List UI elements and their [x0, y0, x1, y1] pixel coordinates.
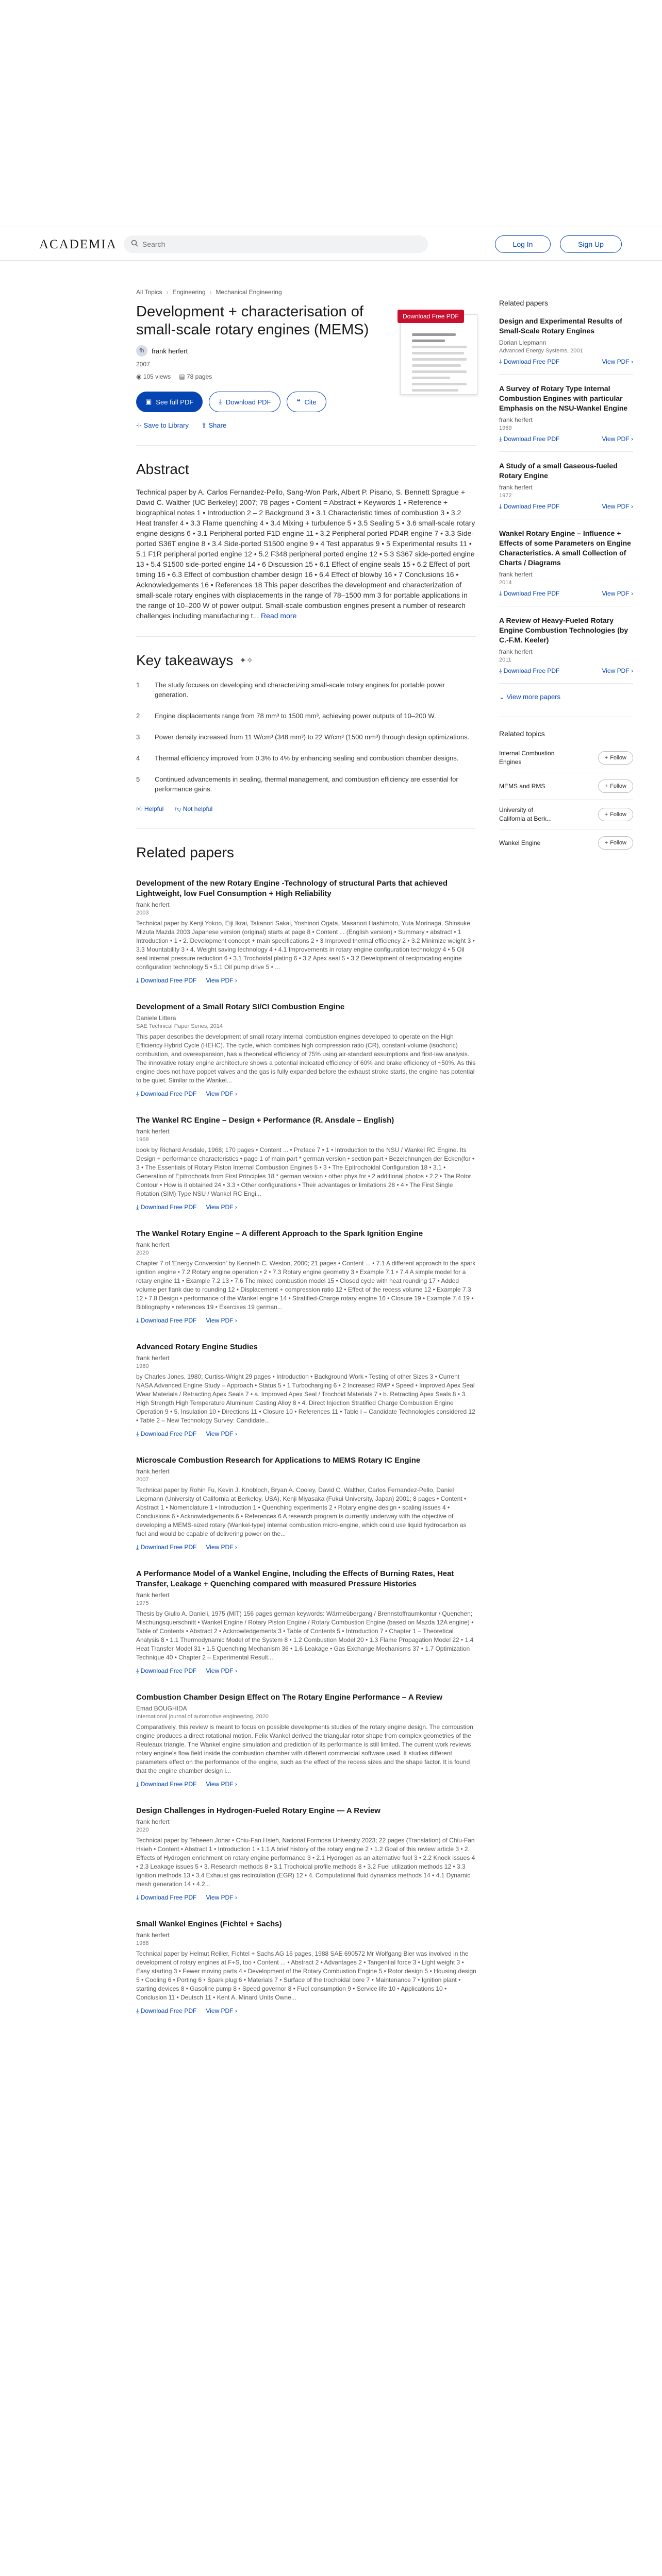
takeaway-number: 4: [136, 754, 140, 762]
related-paper-snippet: Technical paper by Kenji Yokoo, Eiji Ikrai, Takanori Sakai, Yoshinori Ogata, Masanori Hashimoto, Yuta Morinaga, Shinsuke Mizuta Mazda 2003 Japanese version (original) starts at page 8 • Content ... (English version) • Summary • abstract • 1 Introduction • 1 • 2. Development concept + main specifications 2 • 3 Improved thermal efficiency 2 • 3.2 Minimize weight 3 • 3.3 Mountability 3 • 4. Weight saving technology 4 • 4.1 Improvements in rotary engine configuration technology 4 • 5 Oil seal internal pressure reduction 6 • 3.1 Trochoidal plating 6 • 3.2 Apex seal 5 • 3.2 Development of reciprocating engine configuration technology 5 • 5.1 Oil pump drive 5 • ...: [136, 920, 475, 971]
sidebar-paper-year: 1969: [499, 425, 512, 431]
view-label: View PDF: [206, 1894, 234, 1901]
related-papers-heading: Related papers: [136, 844, 234, 860]
download-label: Download Free PDF: [140, 2007, 197, 2014]
takeaway-text: Thermal efficiency improved from 0.3% to 4% by enhancing sealing and combustion chamber designs.: [155, 754, 459, 762]
follow-button[interactable]: [598, 779, 633, 793]
download-pdf-button[interactable]: [209, 392, 280, 412]
download-label: Download Free PDF: [503, 435, 560, 443]
login-button[interactable]: Log In: [495, 235, 551, 253]
pdf-icon: ▣: [145, 398, 152, 405]
view-label: View PDF: [602, 590, 630, 597]
related-paper-links: [136, 1090, 476, 1098]
divider: [136, 828, 476, 829]
view-label: View PDF: [206, 1204, 234, 1211]
takeaway-number: 1: [136, 681, 140, 689]
sidebar: [499, 299, 633, 856]
related-topic-item: [499, 800, 633, 830]
view-pdf-link[interactable]: [602, 667, 633, 675]
takeaway-item: [136, 774, 476, 794]
thumbs-down-icon: 👎︎: [175, 805, 181, 812]
related-paper-title[interactable]: Development of the new Rotary Engine -Technology of structural Parts that achieved Lightweight, low Fuel Consumption + High Reliability: [136, 879, 448, 898]
download-icon: ⤓: [136, 1317, 139, 1324]
download-label: Download Free PDF: [140, 1781, 197, 1788]
view-label: View PDF: [206, 1781, 234, 1788]
related-paper-title[interactable]: Microscale Combustion Research for Applications to MEMS Rotary IC Engine: [136, 1456, 421, 1465]
breadcrumb-separator: ›: [209, 289, 212, 296]
follow-button[interactable]: [598, 836, 633, 850]
download-icon: ⤓: [136, 2007, 139, 2014]
thumbnail-preview: [412, 333, 467, 395]
download-icon: ⤓: [499, 590, 502, 597]
related-paper-links: [136, 977, 476, 985]
see-full-pdf-label: See full PDF: [156, 398, 194, 406]
share-link[interactable]: [201, 421, 226, 430]
view-label: View PDF: [206, 1544, 234, 1551]
download-pdf-label: Download PDF: [226, 398, 271, 406]
sidebar-paper-author[interactable]: Dorian Liepmann: [499, 339, 547, 346]
download-icon: ⤓: [499, 667, 502, 674]
view-label: View PDF: [206, 977, 234, 984]
related-paper-author[interactable]: frank herfert: [136, 1468, 170, 1475]
view-label: View PDF: [206, 1090, 234, 1097]
download-icon: ⤓: [136, 1430, 139, 1437]
sidebar-paper-item: [499, 316, 633, 375]
related-paper-item: [136, 1919, 476, 2015]
chevron-right-icon: ›: [631, 358, 633, 365]
paper-year: 2007: [136, 361, 150, 368]
related-paper-author[interactable]: frank herfert: [136, 1931, 170, 1939]
related-paper-item: [136, 1569, 476, 1675]
view-pdf-link[interactable]: [206, 1204, 237, 1211]
topic-name[interactable]: Wankel Engine: [499, 839, 541, 846]
search-icon: [131, 240, 138, 249]
sidebar-paper-year: 2014: [499, 580, 512, 586]
takeaway-text: Engine displacements range from 78 mm³ to 1500 mm³, achieving power outputs of 10–200 W.: [155, 712, 436, 720]
related-paper-item: [136, 1806, 476, 1902]
related-paper-links: [136, 1204, 476, 1211]
related-paper-year: 1988: [136, 1940, 149, 1946]
eye-icon: ◉: [136, 373, 142, 380]
save-label: Save to Library: [143, 421, 189, 429]
follow-label: Follow: [610, 783, 626, 789]
takeaway-number: 2: [136, 712, 140, 720]
divider: [136, 445, 476, 446]
read-more-link[interactable]: Read more: [261, 612, 297, 620]
takeaway-number: 5: [136, 775, 140, 783]
avatar: fh: [136, 345, 147, 357]
related-paper-author[interactable]: frank herfert: [136, 1591, 170, 1599]
view-more-papers-link[interactable]: ⌄ View more papers: [499, 693, 561, 701]
topic-name[interactable]: Internal Combustion Engines: [499, 750, 555, 766]
view-label: View PDF: [602, 435, 630, 443]
related-topic-item: [499, 773, 633, 800]
chevron-right-icon: ›: [235, 1781, 237, 1788]
chevron-right-icon: ›: [235, 1667, 237, 1674]
sidebar-paper-item: [499, 529, 633, 606]
sidebar-paper-author[interactable]: frank herfert: [499, 648, 533, 655]
related-paper-author[interactable]: frank herfert: [136, 1818, 170, 1825]
sidebar-paper-year: 1972: [499, 493, 512, 499]
download-icon: ⤓: [499, 358, 502, 365]
follow-button[interactable]: [598, 751, 633, 765]
sidebar-paper-author[interactable]: frank herfert: [499, 416, 533, 423]
download-free-pdf-link[interactable]: [499, 358, 559, 366]
related-paper-year: 1975: [136, 1600, 149, 1606]
download-free-pdf-link[interactable]: [136, 2007, 196, 2015]
related-topics-heading: Related topics: [499, 730, 545, 738]
download-free-pdf-link[interactable]: [136, 1090, 196, 1098]
helpful-label: Helpful: [144, 805, 164, 812]
download-icon: ⤓: [136, 1090, 139, 1097]
share-icon: ⇪: [201, 421, 207, 429]
download-label: Download Free PDF: [503, 590, 560, 597]
breadcrumb-engineering[interactable]: Engineering: [172, 289, 206, 296]
view-pdf-link[interactable]: [206, 1544, 237, 1551]
download-icon: ⤓: [136, 1781, 139, 1788]
related-paper-snippet: book by Richard Ansdale, 1968; 170 pages • Content ... • Preface 7 • 1 • Introduction to the NSU / Wankel RC Engine. Its Design + performance characteristics • page 1 of main part * german version • section part • Bezeichnungen der Ecken(for • 3 • The Essentials of Rotary Piston Internal Combustion Engines 5 • 3 • The Epitrochoidal Configuration 18 • 3.1 • Generation of Epitrochoids from First Principles 18 * german version • other phys for • 2 additional photos • 2.2 • The Rotor Contour • How is it obtained 24 • 3.3 • Other configurations • Their advantages or limitations 28 • 4 • The First Single Rotation (SIM) Type NSU / Wankel RC Engi...: [136, 1146, 475, 1197]
view-label: View PDF: [206, 1430, 234, 1437]
view-pdf-link[interactable]: [602, 435, 633, 443]
plus-icon: +: [604, 811, 608, 818]
download-icon: ⤓: [136, 977, 139, 984]
related-paper-snippet: Comparatively, this review is meant to focus on possible developments studies of the rotary engine design. The combustion engine produces a direct rotational motion. Felix Wankel derived the triangular rotor shape from complex geometries of the Reuleaux triangle. The Wankel engine simulation and prediction of its performance is still limited. The current work reviews rotary engine's flow field inside the combustion chamber with different commercial software used. It studies different parameters effect on the performance of the engine, such as the effect of the recess sizes and the shape factor. It is found that the engine chamber design i...: [136, 1723, 473, 1774]
save-to-library-link[interactable]: [136, 421, 189, 430]
view-label: View PDF: [206, 1667, 234, 1674]
related-paper-year: International journal of automotive engineering, 2020: [136, 1714, 269, 1720]
breadcrumb: [136, 289, 476, 296]
takeaway-item: [136, 711, 476, 721]
related-paper-year: 2020: [136, 1250, 149, 1256]
breadcrumb-all-topics[interactable]: All Topics: [136, 289, 162, 296]
download-label: Download Free PDF: [140, 1894, 197, 1901]
takeaway-item: [136, 753, 476, 763]
download-label: Download Free PDF: [140, 1544, 197, 1551]
sidebar-paper-year: 2011: [499, 657, 511, 663]
view-pdf-link[interactable]: [206, 2007, 237, 2015]
download-free-pdf-badge[interactable]: Download Free PDF: [398, 310, 464, 323]
view-label: View PDF: [602, 667, 630, 674]
view-label: View PDF: [206, 2007, 234, 2014]
view-pdf-link[interactable]: [602, 503, 633, 511]
cite-button[interactable]: [287, 392, 326, 412]
related-paper-author[interactable]: frank herfert: [136, 1241, 170, 1248]
pages-count: [179, 373, 212, 380]
chevron-right-icon: ›: [631, 667, 633, 674]
related-paper-snippet: This paper describes the development of small rotary internal combustion engines developed to operate on the High Efficiency Hybrid Cycle (HEHC). The cycle, which combines high compression ratio (CR), constant-volume (isochoric) combustion, and overexpansion, has a theoretical efficiency of 75% using air-standard assumptions and first-law analysis. The innovative rotary engine architecture shows a potential indicated efficiency of 60% and brake efficiency of ~50%. As this engine does not have poppet valves and the gas is fully expanded before the exhaust stroke starts, the engine has potential to be quiet. Similar to the Wankel...: [136, 1033, 476, 1084]
cite-label: Cite: [304, 398, 317, 406]
follow-label: Follow: [610, 755, 626, 761]
related-paper-year: 2020: [136, 1827, 149, 1833]
plus-icon: +: [604, 755, 608, 761]
download-label: Download Free PDF: [503, 358, 560, 365]
related-paper-author[interactable]: Emad BOUGHIDA: [136, 1705, 187, 1712]
divider: [499, 374, 633, 375]
related-paper-title[interactable]: Small Wankel Engines (Fichtel + Sachs): [136, 1920, 282, 1928]
views-count: [136, 373, 171, 380]
not-helpful-label: Not helpful: [183, 805, 213, 812]
download-icon: ⤓: [499, 435, 502, 443]
pages-label: 78 pages: [186, 373, 212, 380]
sidebar-paper-title[interactable]: A Survey of Rotary Type Internal Combustion Engines with particular Emphasis on the NSU-Wankel Engine: [499, 384, 628, 412]
sidebar-paper-links: [499, 503, 633, 511]
related-paper-links: [136, 1781, 476, 1788]
view-label: View PDF: [602, 503, 630, 510]
takeaways-list: [136, 680, 476, 794]
related-paper-item: [136, 1692, 476, 1788]
key-takeaways-heading: Key takeaways: [136, 652, 234, 668]
sidebar-paper-title[interactable]: A Study of a small Gaseous-fueled Rotary Engine: [499, 462, 618, 480]
breadcrumb-mechanical-engineering[interactable]: Mechanical Engineering: [216, 289, 282, 296]
key-takeaways-header: [136, 652, 476, 669]
download-label: Download Free PDF: [140, 1317, 197, 1324]
download-free-pdf-link[interactable]: [136, 1894, 196, 1902]
chevron-right-icon: ›: [235, 1090, 237, 1097]
download-free-pdf-link[interactable]: [136, 1204, 196, 1211]
bookmark-icon: ⊹: [136, 421, 142, 429]
related-paper-item: [136, 1229, 476, 1325]
related-paper-snippet: Technical paper by Rohin Fu, Kevin J. Knobloch, Bryan A. Cooley, David C. Walther, Carlos Fernandez-Pello, Daniel Liepmann (University of California at Berkeley, USA), Kenji Miyasaka (Fukui University, Japan) 2001; 8 pages • Content • Abstract 1 • Nomenclature 1 • Introduction 1 • Quenching experiments 2 • Rotary engine design • scaling issues 4 • Conclusions 6 • Acknowledgements 6 • References 6 A research program is currently underway with the objective of developing a MEMS-sized rotary (Wankel-type) internal combustion micro-engine, which could use liquid hydrocarbon as fuel and would be capable of delivering power on the...: [136, 1486, 467, 1537]
related-paper-snippet: Chapter 7 of 'Energy Conversion' by Kenneth C. Weston, 2000; 21 pages • Content ... • 7.1 A different approach to the spark ignition engine • 7.2 Rotary engine operation • 2 • 7.3 Rotary engine geometry 3 • Example 7.1 • 7.4 A simple model for a rotary engine 11 • Example 7.2 13 • 7.6 The mixed combustion model 15 • Closed cycle with heat rounding 17 • Added volume per flank due to rounding 12 • Displacement + compression ratio 12 • Effect of the recess volume 12 • Example 7.3 12 • 7.8 Design • performance of the Wankel engine 14 • Stratified-Charge rotary engine 16 • Closure 19 • Example 7.4 19 • Bibliography • references 19 • Exercises 19 german...: [136, 1260, 476, 1311]
download-icon: ⤓: [499, 503, 502, 510]
related-paper-snippet: Thesis by Giulio A. Danieli, 1975 (MIT) 156 pages german keywords: Wärmeübergang / Brennstoffraumkontur / Quenchen; Mischungsquerschnitt • Wankel Engine / Rotary Piston Engine / Rotary Combustion Engine (based on Mazda 12A engine) • Table of Contents • Abstract 2 • Acknowledgements 3 • Table of Contents 5 • Introduction 7 • Chapter 1 – Theoretical Analysis 8 • 1.1 Thermodynamic Model of the System 8 • 1.2 Combustion Model 20 • 1.3 Flame Propagation Model 22 • 1.4 Heat Transfer Model 31 • 1.5 Quenching Mechanism 36 • 1.6 Leakage • Gas Exchange Mechanisms 37 • 1.7 Optimization Technique 40 • Chapter 2 – Experimental Result...: [136, 1610, 474, 1661]
related-topics-list: [499, 743, 633, 856]
helpful-button[interactable]: [136, 805, 163, 813]
sidebar-paper-title[interactable]: Design and Experimental Results of Small-Scale Rotary Engines: [499, 317, 622, 335]
chevron-right-icon: ›: [631, 503, 633, 510]
related-paper-snippet: Technical paper by Helmut Reiller, Fichtel + Sachs AG 16 pages, 1988 SAE 690572 Mr Wolfgang Bier was involved in the development of rotary engines at F+S, too • Content ... • Abstract 2 • Advantages 2 • Tangential force 3 • Light weight 3 • Easy starting 3 • Fewer moving parts 4 • Development of the Rotary Combustion Engine 5 • Rotor design 5 • Housing design 5 • Cooling 6 • Porting 6 • Spark plug 6 • Materials 7 • Surface of the trochoidal bore 7 • Maintenance 7 • Ignition plant • starting devices 8 • Gasoline pump 8 • Speed governor 8 • Fuel consumption 9 • Service life 10 • Applications 10 • Conclusion 11 • Deutsch 11 • Kent A. Minard Units Owne...: [136, 1950, 476, 2001]
plus-icon: +: [604, 783, 608, 789]
follow-label: Follow: [610, 811, 626, 818]
top-navigation-bar: [0, 227, 662, 261]
abstract-text: [136, 487, 476, 621]
related-paper-title[interactable]: Combustion Chamber Design Effect on The Rotary Engine Performance – A Review: [136, 1693, 443, 1702]
sidebar-paper-year: Advanced Energy Systems, 2001: [499, 348, 583, 354]
sidebar-related-heading: Related papers: [499, 299, 548, 307]
related-paper-title[interactable]: Development of a Small Rotary SI/CI Combustion Engine: [136, 1003, 345, 1011]
related-paper-snippet: Technical paper by Teheeen Johar • Chiu-Fan Hsieh, National Formosa University 2023; 22 pages (Translation) of Chiu-Fan Hsieh • Content • Abstract 1 • Introduction 1 • 1.1 A brief history of the rotary engine 2 • 1.2 Goal of this review article 3 • 2. Effects of Hydrogen enrichment on rotary engine performance 3 • 2.1 Hydrogen as an alternative fuel 3 • 2.2 Knock issues 4 • 2.3 Leakage issues 5 • 3. Research methods 8 • 3.1 Trochoidal profile methods 8 • 3.2 Fuel utilization methods 12 • 3.3 Ignition methods 13 • 3.4 Exhaust gas recirculation (EGR) 12 • 4. Computational fluid dynamics methods 14 • 4.1 Dynamic mesh generation 14 • 4.2...: [136, 1837, 475, 1888]
divider: [136, 636, 476, 637]
related-paper-author[interactable]: frank herfert: [136, 1128, 170, 1135]
download-free-pdf-link[interactable]: [136, 1430, 196, 1438]
download-label: Download Free PDF: [503, 667, 560, 674]
related-paper-year: 1980: [136, 1363, 149, 1369]
view-label: View PDF: [602, 358, 630, 365]
chevron-right-icon: ›: [235, 1544, 237, 1551]
chevron-right-icon: ›: [235, 1204, 237, 1211]
related-paper-snippet: by Charles Jones, 1980; Curtiss-Wright 29 pages • Introduction • Background Work • Testing of other Sizes 3 • Current NASA Advanced Engine Study – Approach • Status 5 • 1 Turbocharging 6 • 2 Increased RMP • Speed • Improved Apex Seal Wear Materials / Retracting Apex Seals 7 • a. Improved Apex Seal / Trochoid Materials 7 • b. Retracting Apex Seals 8 • 3. High Strength High Temperature Aluminum Casting Alloy 8 • 4. Direct Injection Stratified Charge Combustion Engine Operation 9 • 5. Insulation 10 • Directions 11 • Closure 10 • References 11 • Table I – Candidate Technologies considered 12 • Table 2 – New Technology Survey: Candidate...: [136, 1373, 475, 1424]
view-pdf-link[interactable]: [206, 1090, 237, 1098]
chevron-right-icon: ›: [235, 977, 237, 984]
takeaway-item: [136, 732, 476, 742]
download-free-pdf-link[interactable]: [499, 590, 559, 598]
related-topic-item: [499, 743, 633, 773]
topic-name[interactable]: MEMS and RMS: [499, 782, 545, 790]
chevron-right-icon: ›: [235, 2007, 237, 2014]
related-paper-item: [136, 1342, 476, 1438]
download-free-pdf-link[interactable]: [136, 1544, 196, 1551]
breadcrumb-separator: ›: [166, 289, 169, 296]
sidebar-paper-author[interactable]: frank herfert: [499, 484, 533, 491]
download-label: Download Free PDF: [140, 977, 197, 984]
view-pdf-link[interactable]: [206, 1317, 237, 1325]
abstract-heading: Abstract: [136, 461, 189, 477]
sidebar-paper-links: [499, 590, 633, 598]
signup-button[interactable]: Sign Up: [560, 235, 622, 253]
sidebar-paper-author[interactable]: frank herfert: [499, 571, 533, 578]
topic-name[interactable]: University of California at Berk...: [499, 806, 552, 822]
follow-label: Follow: [610, 840, 626, 846]
view-pdf-link[interactable]: [206, 1781, 237, 1788]
related-paper-links: [136, 1894, 476, 1902]
takeaway-item: [136, 680, 476, 700]
related-paper-year: 1968: [136, 1137, 149, 1143]
related-paper-item: [136, 1002, 476, 1098]
sidebar-paper-title[interactable]: A Review of Heavy-Fueled Rotary Engine Combustion Technologies (by C.-F.M. Keeler): [499, 616, 628, 644]
chevron-right-icon: ›: [631, 435, 633, 443]
download-label: Download Free PDF: [140, 1090, 197, 1097]
document-icon: ▤: [179, 373, 185, 380]
plus-icon: +: [604, 840, 608, 846]
related-paper-item: [136, 1115, 476, 1211]
takeaway-text: The study focuses on developing and characterizing small-scale rotary engines for portable power generation.: [155, 681, 445, 699]
download-free-pdf-link[interactable]: [136, 977, 196, 985]
related-papers-list: [136, 878, 476, 2015]
sidebar-paper-item: [499, 384, 633, 452]
view-pdf-link[interactable]: [206, 1894, 237, 1902]
abstract-body: Technical paper by A. Carlos Fernandez-Pello, Sang-Won Park, Albert P. Pisano, S. Bennett Sprague + David C. Walther (UC Berkeley) 2007; 78 pages • Content = Abstract + Keywords 1 • Reference + biographical notes 1 • Introduction 2 – 2 Background 3 • 3.1 Characteristic times of combustion 3 • 3.2 Heat transfer 4 • 3.3 Flame quenching 4 • 3.4 Mixing + turbulence 5 • 3.5 Sealing 5 • 3.6 small-scale rotary engine designs 6 • 3.1 Peripheral ported F1D engine 11 • 3.2 Peripheral ported PD4R engine 7 • 3.3 Side-ported S36T engine 8 • 3.4 Side-ported S1500 engine 9 • 4 Test apparatus 9 • 5 Experimental results 11 • 5.1 F1R peripheral ported engine 12 • 5.2 F348 peripheral ported engine 12 • 5.3 S367 side-ported engine 13 • 5.4 S1500 side-ported engine 14 • 6 Discussion 15 • 6.1 Effect of engine seals 15 • 6.2 Effect of port timing 16 • 6.3 Effect of combustion chamber design 16 • 6.4 Effect of blowby 16 • 7 Conclusions 16 • Acknowledgements 16 • References 18 This paper describes the development and characterization of small-scale rotary engines with displacements in the range of 78–1500 mm 3 for portable applications in the range of 10–200 W of power output. Small-scale combustion engines present a number of research challenges including manufacturing t...: [136, 488, 475, 620]
sidebar-paper-links: [499, 435, 633, 443]
related-paper-item: [136, 878, 476, 985]
divider: [499, 451, 633, 452]
download-free-pdf-link[interactable]: [499, 503, 559, 511]
chevron-right-icon: ›: [235, 1430, 237, 1437]
sidebar-paper-links: [499, 358, 633, 366]
see-full-pdf-button[interactable]: [136, 392, 203, 412]
related-paper-links: [136, 1317, 476, 1325]
related-paper-author[interactable]: frank herfert: [136, 901, 170, 908]
view-pdf-link[interactable]: [206, 1667, 237, 1675]
sparkle-icon: ✦✧: [239, 656, 254, 665]
academia-logo[interactable]: ACADEMIA: [39, 238, 117, 251]
download-icon: ⤓: [136, 1204, 139, 1211]
download-free-pdf-link[interactable]: [499, 435, 559, 443]
views-label: 105 views: [143, 373, 171, 380]
takeaway-text: Continued advancements in sealing, thermal management, and combustion efficiency are essential for performance gains.: [155, 775, 458, 793]
download-icon: ⤓: [219, 398, 222, 405]
thumbs-up-icon: 👍︎: [136, 805, 143, 812]
pdf-thumbnail[interactable]: [400, 314, 477, 395]
chevron-right-icon: ›: [235, 1894, 237, 1901]
related-paper-author[interactable]: frank herfert: [136, 1354, 170, 1362]
related-paper-title[interactable]: A Performance Model of a Wankel Engine, Including the Effects of Burning Rates, Heat Transfer, Leakage + Quenching compared with measured Pressure Histories: [136, 1569, 454, 1588]
not-helpful-button[interactable]: [175, 805, 212, 813]
sidebar-paper-title[interactable]: Wankel Rotary Engine – Influence + Effects of some Parameters on Engine Characteristics. A small Collection of Charts / Diagrams: [499, 529, 631, 567]
view-pdf-link[interactable]: [206, 1430, 237, 1438]
related-paper-title[interactable]: The Wankel Rotary Engine – A different Approach to the Spark Ignition Engine: [136, 1229, 423, 1238]
sidebar-paper-item: [499, 461, 633, 519]
related-paper-links: [136, 1544, 476, 1551]
related-paper-year: 2003: [136, 910, 149, 916]
takeaway-number: 3: [136, 733, 140, 741]
sidebar-related-list: [499, 316, 633, 684]
download-label: Download Free PDF: [503, 503, 560, 510]
related-paper-year: 2007: [136, 1477, 149, 1483]
related-paper-title[interactable]: Design Challenges in Hydrogen-Fueled Rotary Engine — A Review: [136, 1806, 380, 1815]
download-free-pdf-link[interactable]: [136, 1317, 196, 1325]
search-bar[interactable]: [124, 235, 428, 253]
quote-icon: ❝: [296, 398, 301, 405]
search-input[interactable]: [142, 240, 400, 248]
download-label: Download Free PDF: [140, 1667, 197, 1674]
related-paper-item: [136, 1455, 476, 1551]
download-icon: ⤓: [136, 1894, 139, 1901]
view-label: View PDF: [206, 1317, 234, 1324]
related-paper-title[interactable]: The Wankel RC Engine – Design + Performance (R. Ansdale – English): [136, 1116, 394, 1125]
download-label: Download Free PDF: [140, 1204, 197, 1211]
related-paper-links: [136, 2007, 476, 2015]
view-pdf-link[interactable]: [602, 358, 633, 366]
follow-button[interactable]: [598, 808, 633, 821]
download-label: Download Free PDF: [140, 1430, 197, 1437]
save-share-row: [136, 421, 476, 430]
view-pdf-link[interactable]: [206, 977, 237, 985]
share-label: Share: [208, 421, 227, 429]
view-pdf-link[interactable]: [602, 590, 633, 598]
download-free-pdf-link[interactable]: [136, 1781, 196, 1788]
chevron-right-icon: ›: [631, 590, 633, 597]
feedback-row: [136, 805, 476, 813]
related-paper-year: SAE Technical Paper Series, 2014: [136, 1023, 223, 1029]
related-paper-author[interactable]: Daniele Littera: [136, 1014, 176, 1022]
download-icon: ⤓: [136, 1667, 139, 1674]
author-name[interactable]: frank herfert: [152, 347, 188, 355]
sidebar-paper-item: [499, 616, 633, 684]
main-content: [136, 289, 476, 2032]
chevron-right-icon: ›: [235, 1317, 237, 1324]
related-paper-title[interactable]: Advanced Rotary Engine Studies: [136, 1343, 258, 1351]
divider: [499, 683, 633, 684]
page-title: Development + characterisation of small-scale rotary engines (MEMS): [136, 303, 369, 338]
download-icon: ⤓: [136, 1544, 139, 1551]
related-paper-links: [136, 1430, 476, 1438]
related-paper-links: [136, 1667, 476, 1675]
view-more-label: View more papers: [506, 693, 561, 701]
download-free-pdf-link[interactable]: [136, 1667, 196, 1675]
takeaway-text: Power density increased from 11 W/cm³ (348 mm³) to 22 W/cm³ (1500 mm³) through design optimizations.: [155, 733, 470, 741]
download-free-pdf-link[interactable]: [499, 667, 559, 675]
related-topic-item: [499, 830, 633, 856]
sidebar-paper-links: [499, 667, 633, 675]
